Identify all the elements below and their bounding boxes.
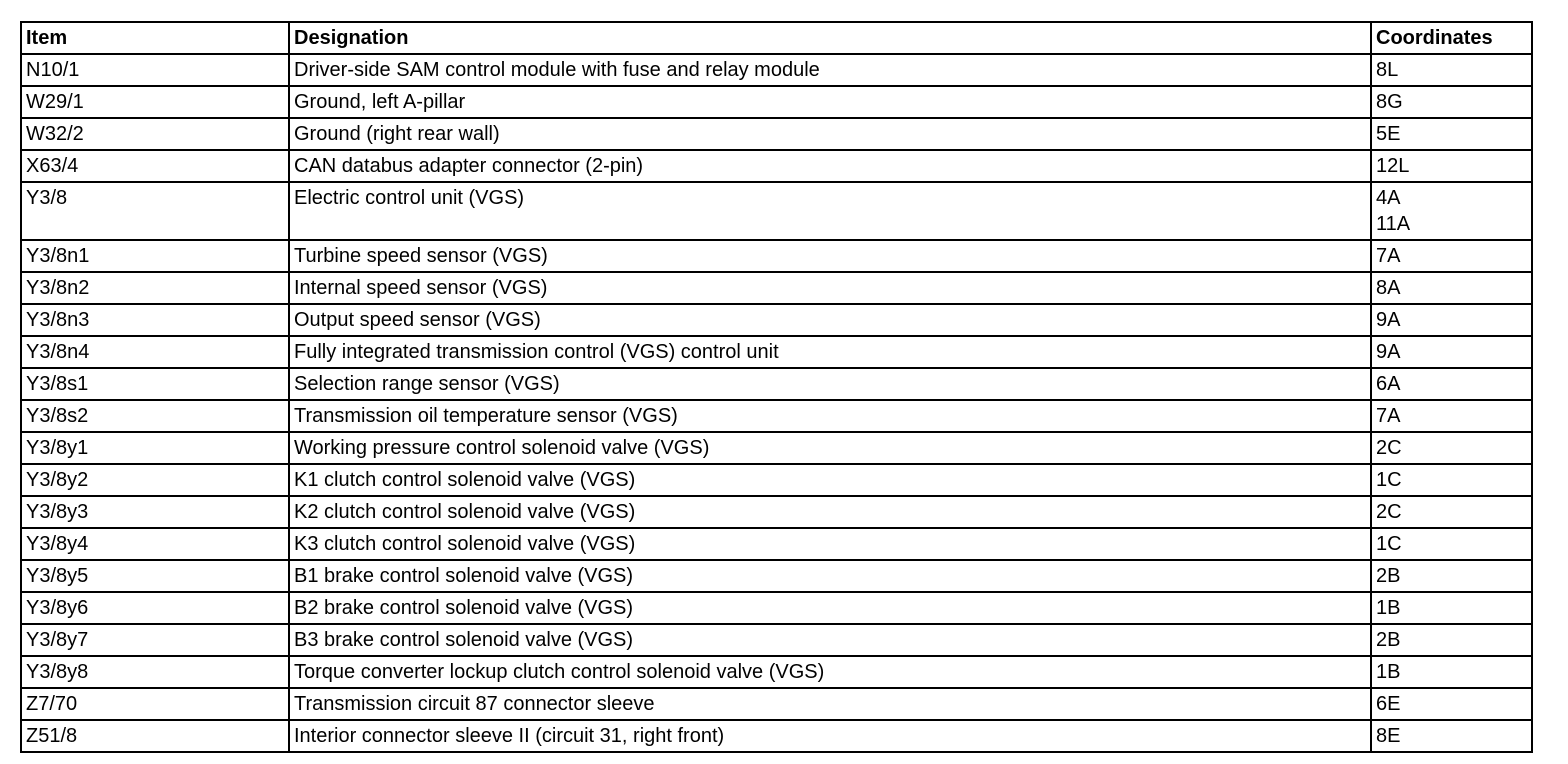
coordinate-value: 8L: [1376, 59, 1399, 81]
cell-item: Y3/8n1: [21, 240, 289, 272]
coordinate-value: 2B: [1376, 629, 1401, 651]
coordinate-value: 6E: [1376, 693, 1401, 715]
cell-designation: Output speed sensor (VGS): [289, 304, 1371, 336]
table-row: [21, 464, 1532, 496]
cell-designation: K1 clutch control solenoid valve (VGS): [289, 464, 1371, 496]
coordinate-value: 9A: [1376, 341, 1401, 363]
cell-designation: CAN databus adapter connector (2-pin): [289, 150, 1371, 182]
table-row: [21, 528, 1532, 560]
cell-coordinates: [1371, 688, 1532, 720]
cell-item: W32/2: [21, 118, 289, 150]
table-row: [21, 656, 1532, 688]
cell-coordinates: [1371, 86, 1532, 118]
cell-item: Y3/8y8: [21, 656, 289, 688]
cell-coordinates: [1371, 182, 1532, 240]
cell-coordinates: [1371, 240, 1532, 272]
table-row: [21, 240, 1532, 272]
cell-item: Y3/8: [21, 182, 289, 240]
cell-item: Z51/8: [21, 720, 289, 752]
cell-coordinates: [1371, 528, 1532, 560]
coordinate-value: 1B: [1376, 661, 1401, 683]
cell-designation: Selection range sensor (VGS): [289, 368, 1371, 400]
cell-coordinates: [1371, 432, 1532, 464]
table-row: [21, 720, 1532, 752]
header-item: Item: [21, 22, 289, 54]
cell-designation: Transmission oil temperature sensor (VGS): [289, 400, 1371, 432]
coordinate-value: 2C: [1376, 501, 1402, 523]
header-designation: Designation: [289, 22, 1371, 54]
coordinate-value: 8E: [1376, 725, 1401, 747]
table-row: [21, 368, 1532, 400]
cell-designation: Fully integrated transmission control (VGS) control unit: [289, 336, 1371, 368]
cell-item: Y3/8n2: [21, 272, 289, 304]
coordinate-value: 8A: [1376, 277, 1401, 299]
cell-coordinates: [1371, 496, 1532, 528]
cell-item: Y3/8y1: [21, 432, 289, 464]
cell-designation: Transmission circuit 87 connector sleeve: [289, 688, 1371, 720]
cell-coordinates: [1371, 54, 1532, 86]
coordinate-value: 5E: [1376, 123, 1401, 145]
table-row: [21, 560, 1532, 592]
coordinate-value: 7A: [1376, 405, 1401, 427]
cell-item: Z7/70: [21, 688, 289, 720]
cell-coordinates: [1371, 150, 1532, 182]
coordinate-value: 1C: [1376, 469, 1402, 491]
cell-item: Y3/8n3: [21, 304, 289, 336]
cell-item: Y3/8y2: [21, 464, 289, 496]
table-row: [21, 150, 1532, 182]
table-row: [21, 400, 1532, 432]
cell-coordinates: [1371, 464, 1532, 496]
cell-coordinates: [1371, 624, 1532, 656]
cell-coordinates: [1371, 560, 1532, 592]
cell-item: W29/1: [21, 86, 289, 118]
cell-designation: Ground (right rear wall): [289, 118, 1371, 150]
component-legend-table: [20, 21, 1533, 753]
cell-coordinates: [1371, 656, 1532, 688]
coordinate-value: 2C: [1376, 437, 1402, 459]
table-row: [21, 86, 1532, 118]
table-row: [21, 496, 1532, 528]
cell-item: Y3/8s1: [21, 368, 289, 400]
cell-coordinates: [1371, 118, 1532, 150]
cell-item: N10/1: [21, 54, 289, 86]
cell-item: Y3/8y5: [21, 560, 289, 592]
cell-designation: Working pressure control solenoid valve (VGS): [289, 432, 1371, 464]
table-row: [21, 272, 1532, 304]
cell-designation: Driver-side SAM control module with fuse and relay module: [289, 54, 1371, 86]
table-row: [21, 304, 1532, 336]
cell-item: X63/4: [21, 150, 289, 182]
cell-item: Y3/8s2: [21, 400, 289, 432]
coordinate-value: 6A: [1376, 373, 1401, 395]
table-body: [21, 54, 1532, 752]
cell-designation: B1 brake control solenoid valve (VGS): [289, 560, 1371, 592]
coordinate-value: 4A: [1376, 187, 1401, 209]
cell-coordinates: [1371, 400, 1532, 432]
header-row: [21, 22, 1532, 54]
cell-designation: B2 brake control solenoid valve (VGS): [289, 592, 1371, 624]
cell-designation: Electric control unit (VGS): [289, 182, 1371, 240]
coordinate-value: 8G: [1376, 91, 1403, 113]
table-row: [21, 54, 1532, 86]
coordinate-value: 1C: [1376, 533, 1402, 555]
table-row: [21, 592, 1532, 624]
cell-designation: Turbine speed sensor (VGS): [289, 240, 1371, 272]
cell-designation: B3 brake control solenoid valve (VGS): [289, 624, 1371, 656]
table-row: [21, 688, 1532, 720]
coordinate-value: 11A: [1376, 213, 1411, 235]
cell-coordinates: [1371, 592, 1532, 624]
cell-coordinates: [1371, 272, 1532, 304]
cell-designation: Torque converter lockup clutch control solenoid valve (VGS): [289, 656, 1371, 688]
coordinate-value: 9A: [1376, 309, 1401, 331]
cell-item: Y3/8n4: [21, 336, 289, 368]
cell-designation: K2 clutch control solenoid valve (VGS): [289, 496, 1371, 528]
cell-coordinates: [1371, 720, 1532, 752]
cell-designation: Ground, left A-pillar: [289, 86, 1371, 118]
table-header: [21, 22, 1532, 54]
table-row: [21, 182, 1532, 240]
cell-coordinates: [1371, 368, 1532, 400]
cell-coordinates: [1371, 304, 1532, 336]
cell-designation: K3 clutch control solenoid valve (VGS): [289, 528, 1371, 560]
coordinate-value: 12L: [1376, 155, 1410, 177]
cell-designation: Internal speed sensor (VGS): [289, 272, 1371, 304]
header-coordinates: Coordinates: [1371, 22, 1532, 54]
coordinate-value: 7A: [1376, 245, 1401, 267]
cell-coordinates: [1371, 336, 1532, 368]
table-row: [21, 118, 1532, 150]
cell-item: Y3/8y3: [21, 496, 289, 528]
cell-item: Y3/8y4: [21, 528, 289, 560]
cell-designation: Interior connector sleeve II (circuit 31, right front): [289, 720, 1371, 752]
table-row: [21, 624, 1532, 656]
table-row: [21, 432, 1532, 464]
cell-item: Y3/8y7: [21, 624, 289, 656]
table-row: [21, 336, 1532, 368]
cell-item: Y3/8y6: [21, 592, 289, 624]
coordinate-value: 1B: [1376, 597, 1401, 619]
coordinate-value: 2B: [1376, 565, 1401, 587]
